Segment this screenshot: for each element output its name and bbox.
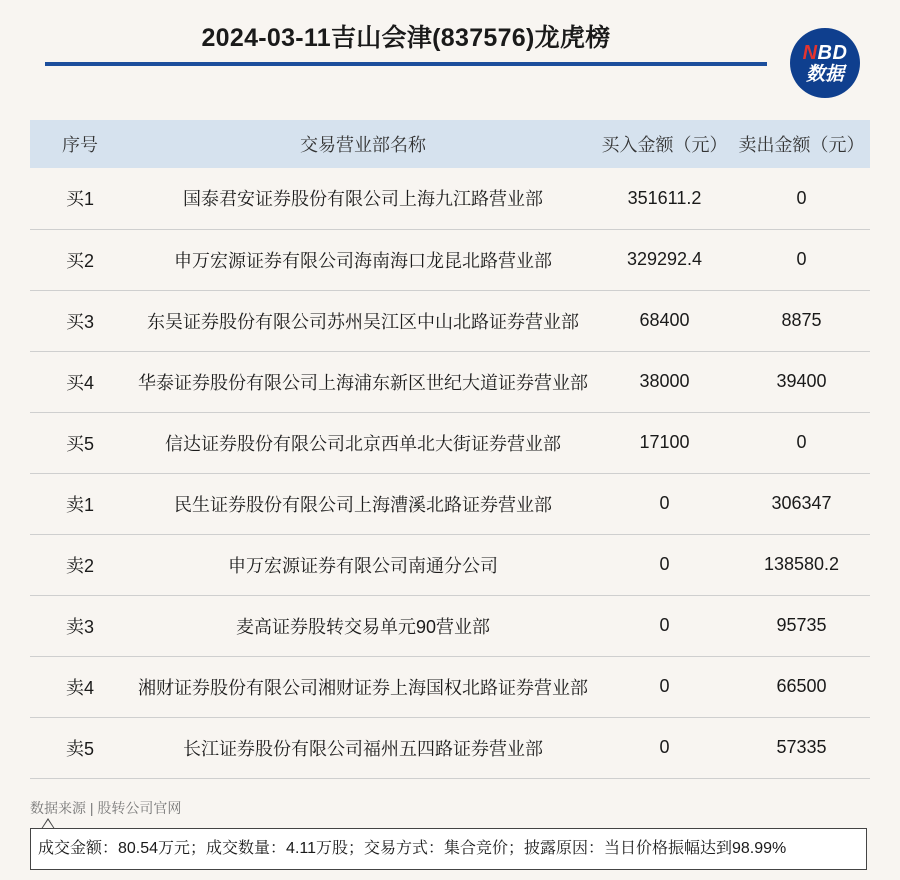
buy-amount: 0 [659,554,670,574]
table-row [30,595,870,656]
table-row [30,412,870,473]
row-index: 卖1 [65,494,94,515]
buy-amount: 329292.4 [626,249,703,269]
row-index: 买5 [65,433,94,454]
nbd-logo [790,28,860,98]
buy-amount: 0 [659,493,670,513]
sell-amount: 306347 [771,493,832,513]
row-index: 卖5 [65,738,94,759]
buy-amount: 0 [659,676,670,696]
table-row [30,717,870,778]
sell-amount: 95735 [776,615,827,635]
header-branch-name: 交易营业部名称 [300,135,426,155]
table-row [30,168,870,229]
sell-amount: 0 [796,432,807,452]
data-source: 数据来源 | 股转公司官网 [30,800,182,816]
sell-amount: 66500 [776,676,827,696]
table-row [30,290,870,351]
branch-name: 国泰君安证券股份有限公司上海九江路营业部 [183,189,543,210]
branch-name: 长江证券股份有限公司福州五四路证券营业部 [183,738,543,759]
branch-name: 麦高证券股转交易单元90营业部 [235,616,491,637]
sell-amount: 8875 [781,310,822,330]
row-index: 卖2 [65,555,94,576]
logo-bd-letters: BD [817,41,848,64]
sell-amount: 138580.2 [763,554,840,574]
buy-amount: 0 [659,615,670,635]
buy-amount: 351611.2 [627,187,702,208]
branch-name: 民生证券股份有限公司上海漕溪北路证券营业部 [174,494,552,515]
sell-amount: 57335 [776,737,827,757]
sell-amount: 0 [796,249,807,269]
branch-name: 信达证券股份有限公司北京西单北大街证券营业部 [165,433,561,454]
branch-name: 华泰证券股份有限公司上海浦东新区世纪大道证券营业部 [138,372,588,393]
row-index: 卖4 [65,677,94,698]
branch-name: 东吴证券股份有限公司苏州吴江区中山北路证券营业部 [147,311,579,332]
page-title: 2024-03-11吉山会津(837576)龙虎榜 [201,24,611,52]
table-row [30,229,870,290]
buy-amount: 68400 [639,310,690,330]
row-index: 买1 [65,189,94,210]
logo-line1 [803,43,848,63]
logo-n-letter: N [802,41,818,64]
dragon-tiger-table [30,120,870,779]
table-row [30,351,870,412]
logo-line2: 数据 [805,63,844,85]
buy-amount: 17100 [639,432,690,452]
row-index: 买2 [65,250,94,271]
header-buy-amount: 买入金额（元） [601,135,728,155]
branch-name: 湘财证券股份有限公司湘财证券上海国权北路证券营业部 [138,677,588,698]
buy-amount: 38000 [639,371,690,391]
row-index: 买3 [65,311,94,332]
header-sell-amount: 卖出金额（元） [738,135,865,155]
table-row [30,656,870,717]
table-row [30,534,870,595]
title-underline [45,62,767,66]
buy-amount: 0 [659,737,670,757]
header-index: 序号 [62,135,98,155]
table-row [30,473,870,534]
sell-amount: 39400 [776,371,827,391]
row-index: 卖3 [65,616,94,637]
row-index: 买4 [65,372,94,393]
sell-amount: 0 [796,187,807,208]
branch-name: 申万宏源证券有限公司海南海口龙昆北路营业部 [174,250,552,271]
table-header-row [30,120,870,168]
branch-name: 申万宏源证券有限公司南通分公司 [228,555,498,576]
trade-summary-note: 成交金额：80.54万元；成交数量：4.11万股；交易方式：集合竞价；披露原因：当日价格振幅达到98.99% [30,828,867,870]
